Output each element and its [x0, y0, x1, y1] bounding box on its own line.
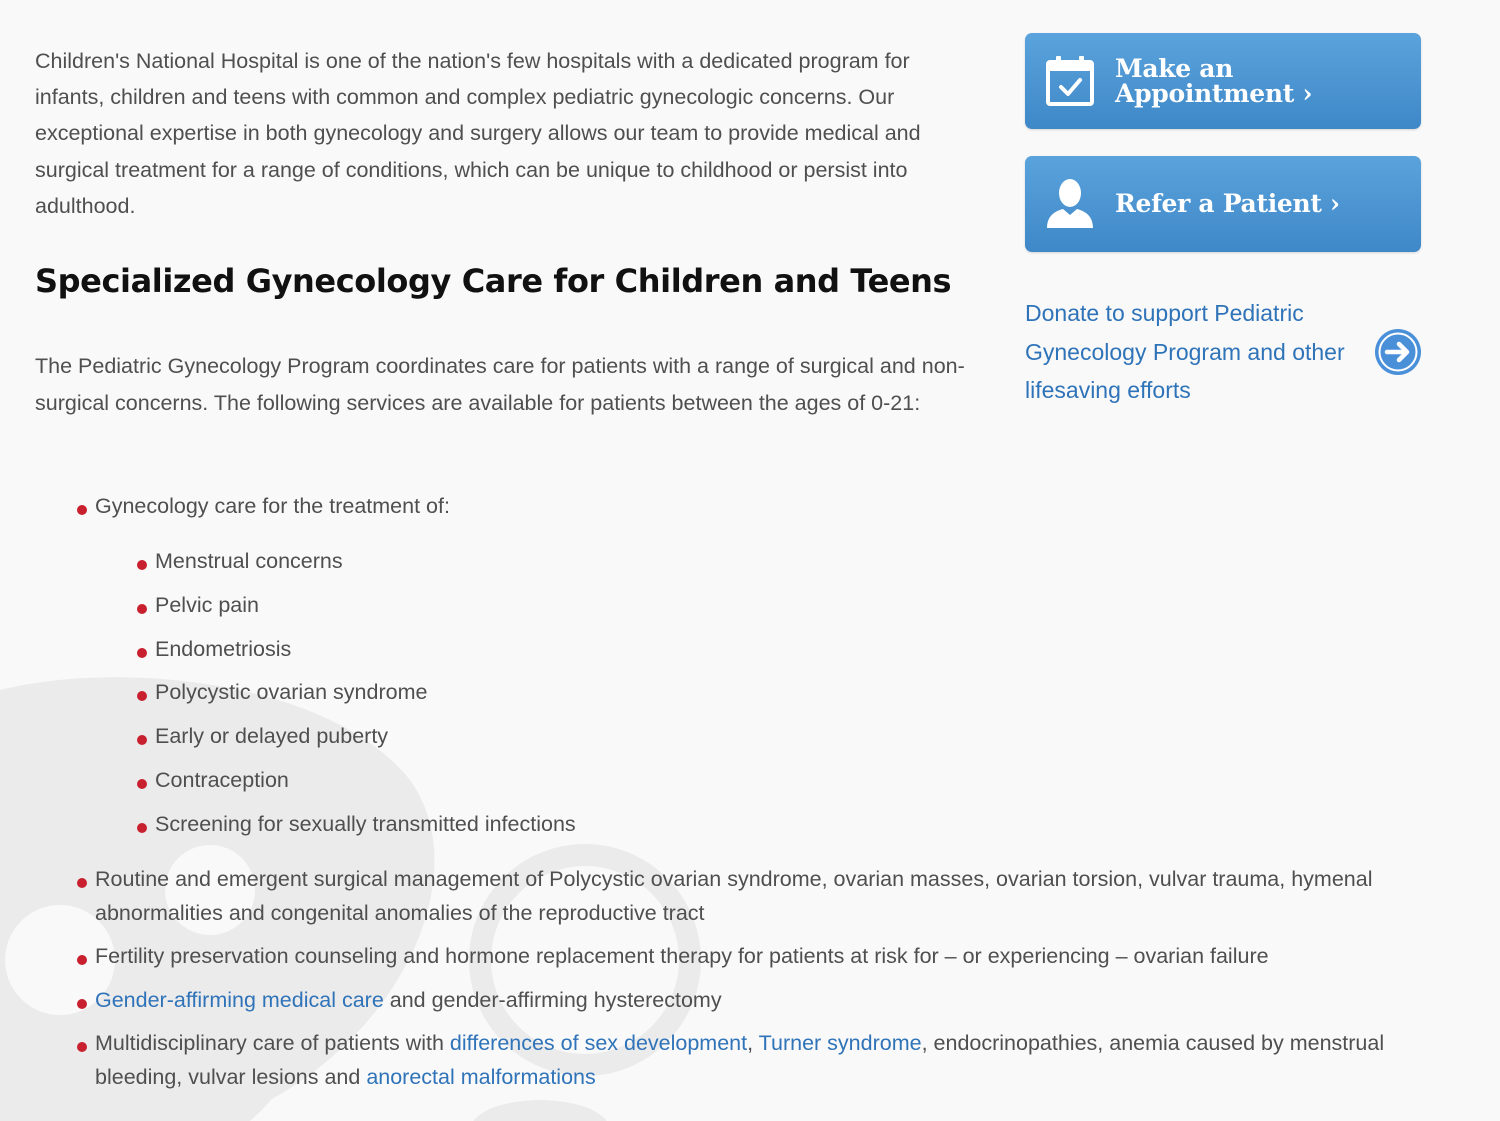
section-heading: Specialized Gynecology Care for Children and Teens: [35, 262, 952, 300]
service-item-gynecology-care: [95, 490, 1455, 524]
section-intro-paragraph: The Pediatric Gynecology Program coordinates care for patients with a range of surgical and non-surgical concerns. The following services are available for patients between the ages of 0-21:: [35, 354, 965, 415]
subservice-item: [155, 633, 955, 667]
bullet-icon: [137, 604, 147, 614]
calendar-check-icon: [1045, 55, 1095, 107]
bullet-icon: [137, 779, 147, 789]
service-item-text: Multidisciplinary care of patients with: [95, 1031, 450, 1055]
subservice-item-text: Contraception: [155, 768, 289, 792]
service-item-text: , endocrinopathies, anemia caused by menstrual bleeding, vulvar lesions and: [95, 1031, 1385, 1089]
make-appointment-button[interactable]: [1025, 33, 1421, 129]
bullet-icon: [77, 955, 87, 965]
turner-syndrome-link[interactable]: Turner syndrome: [758, 1031, 922, 1055]
subservice-item-text: Endometriosis: [155, 637, 292, 661]
subservice-item-text: Screening for sexually transmitted infections: [155, 812, 576, 836]
subservice-item: [155, 764, 955, 798]
subservice-item: [155, 720, 955, 754]
donate-link[interactable]: Donate to support Pediatric Gynecology Program and other lifesaving efforts: [1025, 300, 1345, 403]
bullet-icon: [77, 1042, 87, 1052]
refer-patient-button[interactable]: [1025, 156, 1421, 252]
service-item-multidisciplinary-care: [95, 1027, 1455, 1094]
bullet-icon: [137, 823, 147, 833]
subservice-item: [155, 676, 955, 710]
subservice-item-text: Early or delayed puberty: [155, 724, 389, 748]
service-item-text: Fertility preservation counseling and hormone replacement therapy for patients at risk for – or experiencing – ovarian failure: [95, 944, 1269, 968]
make-appointment-label-line1: Make an: [1115, 54, 1234, 83]
bullet-icon: [137, 648, 147, 658]
bullet-icon: [137, 560, 147, 570]
bullet-icon: [137, 735, 147, 745]
subservice-item-text: Pelvic pain: [155, 593, 259, 617]
separator-text: ,: [747, 1031, 759, 1055]
person-icon: [1045, 178, 1095, 230]
bullet-icon: [77, 878, 87, 888]
service-item-surgical-management: [95, 863, 1455, 930]
service-item-fertility-preservation: [95, 940, 1455, 974]
sex-development-link[interactable]: differences of sex development: [449, 1031, 748, 1055]
bullet-icon: [77, 999, 87, 1009]
bullet-icon: [137, 691, 147, 701]
gender-affirming-care-link[interactable]: Gender-affirming medical care: [95, 988, 384, 1012]
subservice-item-text: Polycystic ovarian syndrome: [155, 680, 428, 704]
service-item-text: Routine and emergent surgical management of Polycystic ovarian syndrome, ovarian masses, ovarian torsion, vulvar trauma, hymenal abnormalities and congenital anomalies of the reproductive tract: [95, 867, 1373, 925]
service-item-gender-affirming: [95, 984, 1455, 1018]
subservice-item-text: Menstrual concerns: [155, 549, 343, 573]
anorectal-malformations-link[interactable]: anorectal malformations: [366, 1064, 596, 1089]
subservice-item: [155, 545, 955, 579]
service-item-text: Gynecology care for the treatment of:: [95, 494, 450, 518]
bullet-icon: [77, 505, 87, 515]
subservice-item: [155, 589, 955, 623]
refer-patient-label: Refer a Patient ›: [1115, 189, 1340, 218]
subservice-item: [155, 808, 955, 842]
intro-paragraph: Children's National Hospital is one of the nation's few hospitals with a dedicated program for infants, children and teens with common and complex pediatric gynecologic concerns. Our exceptional expertise in both gynecology and surgery allows our team to provide medical and surgical treatment for a range of conditions, which can be unique to childhood or persist into adulthood.: [35, 49, 921, 218]
service-item-text: and gender-affirming hysterectomy: [383, 988, 722, 1012]
make-appointment-label-line2: Appointment ›: [1115, 79, 1313, 108]
arrow-right-circle-icon[interactable]: [1375, 329, 1421, 375]
